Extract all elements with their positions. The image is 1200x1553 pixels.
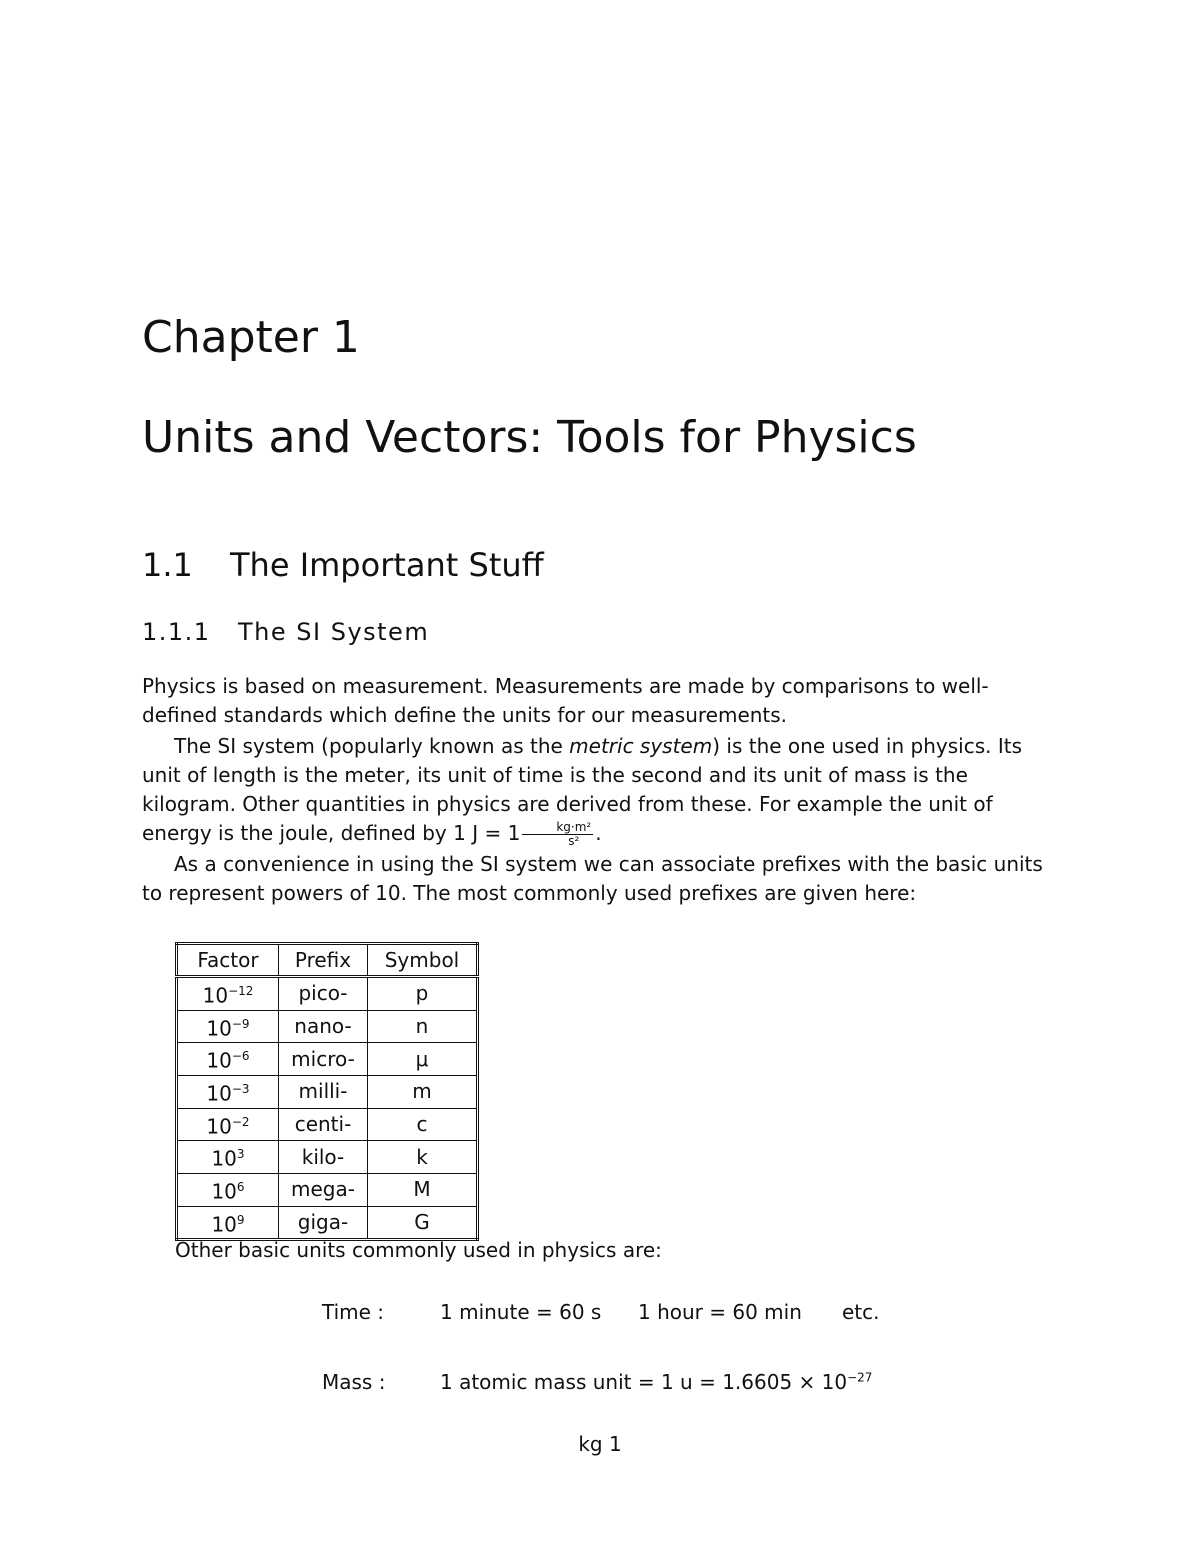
section-heading	[142, 546, 544, 584]
section-number: 1.1	[142, 546, 193, 584]
mass-amu: 1 atomic mass unit = 1 $u = 1.6605 \times 10^{-27}$	[440, 1370, 873, 1394]
table-row	[177, 1043, 478, 1076]
time-hour: 1 hour = 60 min	[638, 1300, 802, 1324]
subsection-title: The SI System	[238, 618, 430, 646]
table-row	[177, 977, 478, 1011]
symbol-cell: k	[368, 1141, 478, 1174]
subsection-number: 1.1.1	[142, 618, 211, 646]
factor-cell: $10^{-2}$	[177, 1108, 279, 1141]
chapter-title: Units and Vectors: Tools for Physics	[142, 412, 917, 463]
factor-cell: $10^{-6}$	[177, 1043, 279, 1076]
symbol-cell: G	[368, 1206, 478, 1240]
joule-numerator: kg·m²	[522, 821, 593, 835]
prefix-cell: milli-	[279, 1075, 368, 1108]
prefix-cell: mega-	[279, 1173, 368, 1206]
mass-label: Mass :	[322, 1370, 386, 1394]
header-factor: Factor	[177, 944, 279, 977]
time-label: Time :	[322, 1300, 385, 1324]
subsection-heading	[142, 618, 429, 646]
symbol-cell: n	[368, 1010, 478, 1043]
prefix-cell: kilo-	[279, 1141, 368, 1174]
prefix-cell: micro-	[279, 1043, 368, 1076]
page-footer: kg 1	[578, 1432, 622, 1456]
paragraph-prefixes: As a convenience in using the SI system we can associate prefixes with the basic units to represent powers of 10. The most commonly used prefixes are given here:	[142, 852, 1043, 905]
table-row	[177, 1108, 478, 1141]
table-row	[177, 1206, 478, 1240]
factor-cell: $10^{-3}$	[177, 1075, 279, 1108]
table-row	[177, 1141, 478, 1174]
p2-text-b: ) is the one used in physics. Its unit of length is the meter, its unit of time is the second and its unit of mass is the kilogram. Other quantities in physics are derived from these. For example the unit of energy is the joule, defined by 1 J = 1	[142, 734, 1022, 845]
time-minute: 1 minute = 60 s	[440, 1300, 602, 1324]
table-row	[177, 1173, 478, 1206]
prefix-cell: centi-	[279, 1108, 368, 1141]
symbol-cell: c	[368, 1108, 478, 1141]
factor-cell: $10^3$	[177, 1141, 279, 1174]
p2-text-a: The SI system (popularly known as the	[174, 734, 570, 758]
table-row	[177, 1010, 478, 1043]
factor-cell: $10^6$	[177, 1173, 279, 1206]
prefix-cell: giga-	[279, 1206, 368, 1240]
header-symbol: Symbol	[368, 944, 478, 977]
symbol-cell: p	[368, 977, 478, 1011]
symbol-cell: m	[368, 1075, 478, 1108]
prefix-table	[175, 942, 479, 1241]
factor-cell: $10^{-12}$	[177, 977, 279, 1011]
joule-denominator: s²	[568, 834, 580, 848]
chapter-label: Chapter 1	[142, 312, 360, 363]
p2-end: .	[595, 821, 602, 845]
table-header-row	[177, 944, 478, 977]
factor-cell: $10^{-9}$	[177, 1010, 279, 1043]
time-etc: etc.	[842, 1300, 880, 1324]
metric-system-emphasis: metric system	[569, 734, 713, 758]
joule-fraction	[522, 821, 593, 848]
paragraph-si-system	[142, 732, 1060, 848]
section-title: The Important Stuff	[230, 546, 544, 584]
other-units-intro: Other basic units commonly used in physics are:	[175, 1238, 662, 1262]
header-prefix: Prefix	[279, 944, 368, 977]
prefix-cell: nano-	[279, 1010, 368, 1043]
paragraph-measurement: Physics is based on measurement. Measurements are made by comparisons to well-defined standards which define the units for our measurements.	[142, 674, 989, 727]
table-row	[177, 1075, 478, 1108]
factor-cell: $10^9$	[177, 1206, 279, 1240]
symbol-cell: M	[368, 1173, 478, 1206]
symbol-cell: μ	[368, 1043, 478, 1076]
prefix-cell: pico-	[279, 977, 368, 1011]
